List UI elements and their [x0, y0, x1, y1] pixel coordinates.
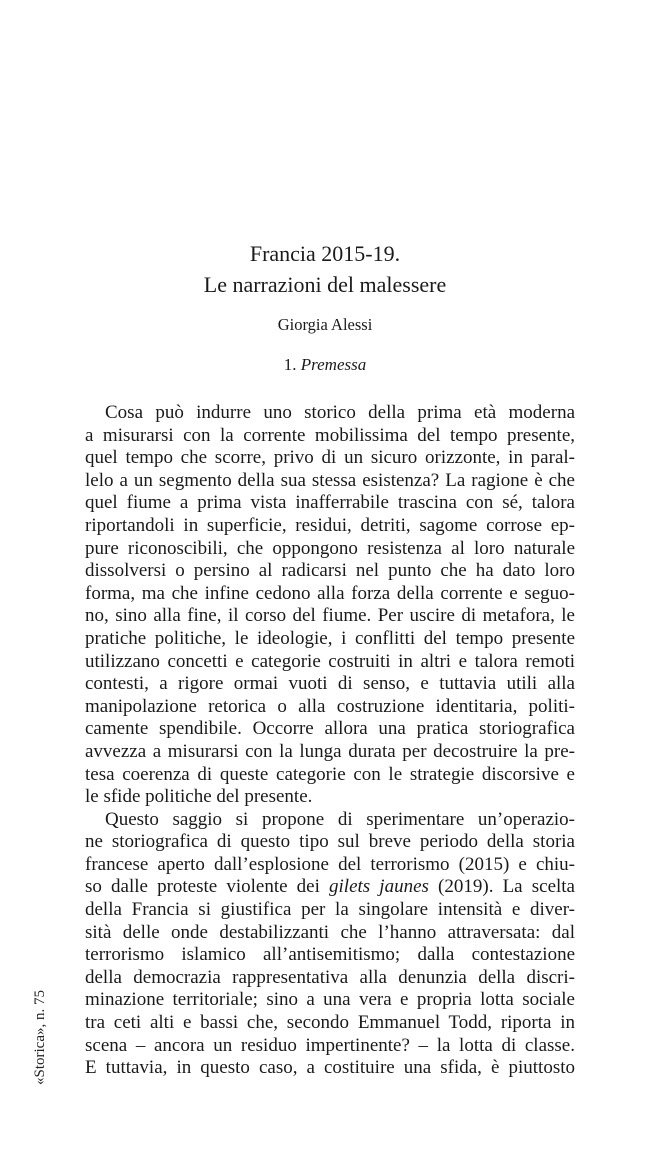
text-line: quel fiume a prima vista inafferrabile trascina con sé, talora: [85, 492, 575, 514]
author-name: Giorgia Alessi: [277, 315, 373, 334]
text-line: riportandoli in superficie, residui, detriti, sagome corrose ep-: [85, 514, 575, 536]
body-text: [85, 402, 575, 1080]
text-line: avvezza a misurarsi con la lunga durata per decostruire la pre-: [85, 740, 575, 762]
text-line: della Francia si giustifica per la singolare intensità e diver-: [85, 899, 575, 921]
text-segment: so dalle proteste violente dei: [85, 876, 330, 898]
text-line: manipolazione retorica o alla costruzione identitaria, politi-: [85, 695, 575, 717]
text-line: lelo a un segmento della sua stessa esistenza? La ragione è che: [85, 469, 575, 491]
text-line: no, sino alla fine, il corso del fiume. Per uscire di metafora, le: [85, 605, 575, 627]
text-line: Cosa può indurre uno storico della prima età moderna: [105, 402, 575, 423]
text-line: E tuttavia, in questo caso, a costituire una sfida, è piuttosto: [85, 1057, 575, 1079]
text-line: dissolversi o persino al radicarsi nel punto che ha dato loro: [85, 560, 575, 582]
running-head: «Storica», n. 75: [32, 990, 48, 1085]
section-title: Premessa: [300, 355, 367, 374]
text-line: della democrazia rappresentativa alla denunzia della discri-: [85, 966, 575, 988]
italic-term: gilets jaunes: [329, 876, 429, 898]
text-line: utilizzano concetti e categorie costruiti in altri e talora remoti: [85, 650, 575, 672]
text-line: pure riconoscibili, che oppongono resistenza al loro naturale: [85, 537, 575, 559]
text-line: terrorismo islamico all’antisemitismo; dalla contestazione: [85, 944, 575, 966]
text-line: minazione territoriale; sino a una vera e propria lotta sociale: [85, 989, 575, 1011]
text-line: quel tempo che scorre, privo di un sicuro orizzonte, in paral-: [85, 447, 575, 469]
section-heading: [0, 355, 650, 375]
text-line: tra ceti alti e bassi che, secondo Emmanuel Todd, riporta in: [85, 1012, 575, 1034]
paragraph-1: [85, 402, 575, 809]
text-line: ne storiografica di questo tipo sul breve periodo della storia: [85, 831, 575, 853]
title-line-2: Le narrazioni del malessere: [203, 272, 447, 297]
text-line: sità delle onde destabilizzanti che l’hanno attraversata: dal: [85, 921, 575, 943]
text-line: le sfide politiche del presente.: [85, 786, 313, 808]
text-line-with-italic: [85, 876, 575, 899]
text-segment: (2019). La scelta: [428, 876, 575, 898]
text-line: a misurarsi con la corrente mobilissima del tempo presente,: [85, 424, 575, 446]
text-line: Questo saggio si propone di sperimentare un’operazio-: [105, 808, 575, 830]
text-line: camente spendibile. Occorre allora una pratica storiografica: [85, 718, 575, 740]
paragraph-2: [85, 809, 575, 1080]
article-title: [0, 238, 650, 300]
text-line: pratiche politiche, le ideologie, i conflitti del tempo presente: [85, 627, 575, 649]
title-line-1: Francia 2015-19.: [249, 241, 401, 266]
text-line: francese aperto dall’esplosione del terrorismo (2015) e chiu-: [85, 853, 575, 875]
text-line: forma, ma che infine cedono alla forza della corrente e seguo-: [85, 582, 575, 604]
text-line: contesti, a rigore ormai vuoti di senso, e tuttavia utili alla: [85, 673, 575, 695]
text-line: scena – ancora un residuo impertinente? – la lotta di classe.: [85, 1034, 575, 1056]
section-number: 1.: [283, 355, 297, 374]
text-line: tesa coerenza di queste categorie con le strategie discorsive e: [85, 763, 575, 785]
